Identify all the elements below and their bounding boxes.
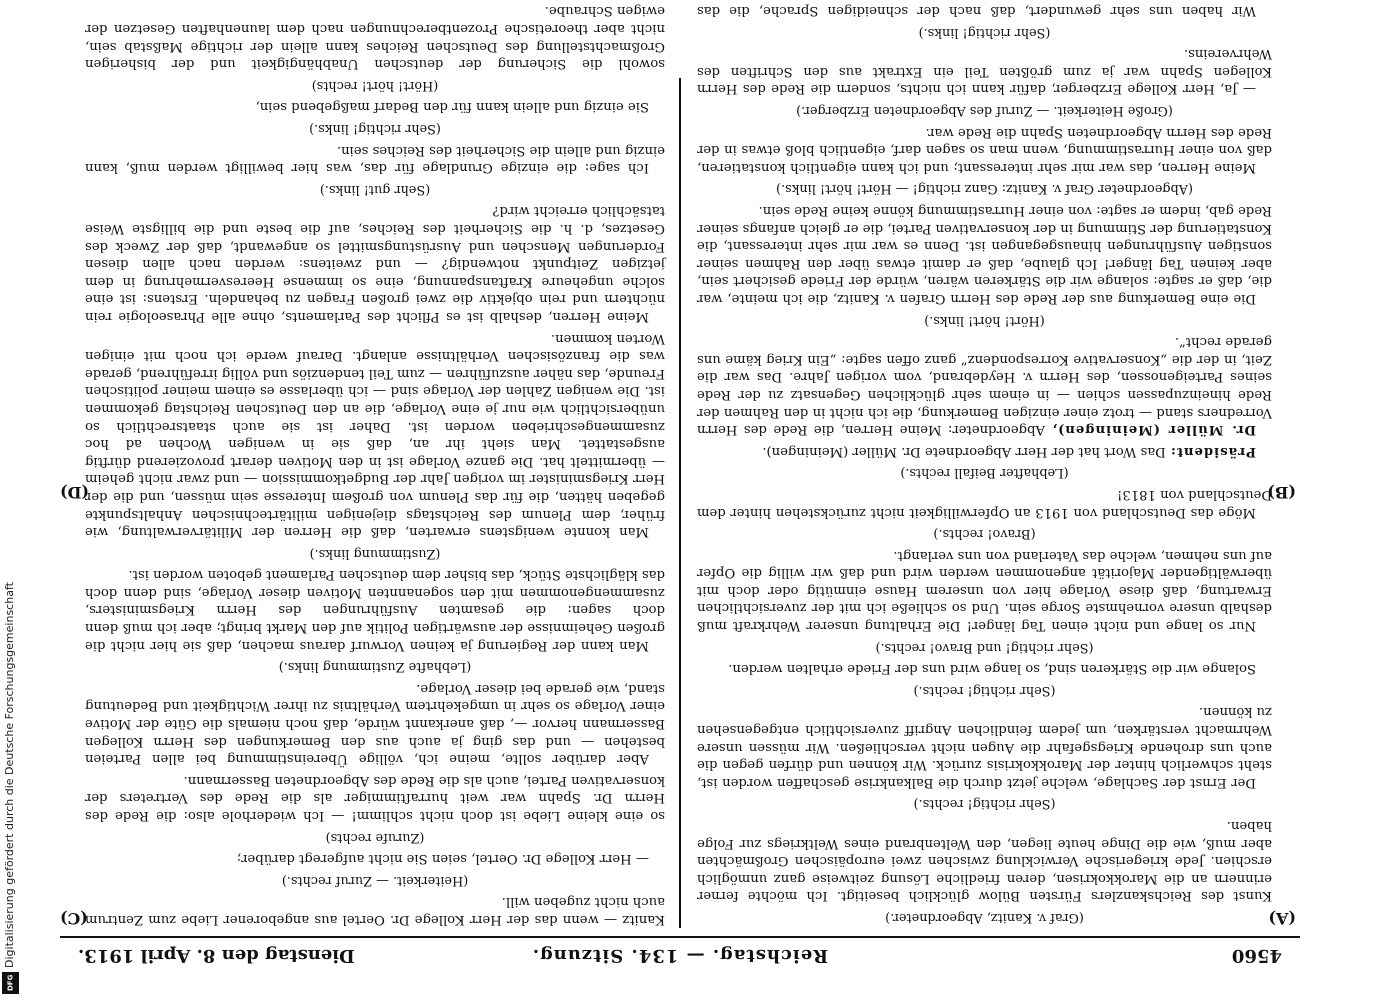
interjection: (Abgeordneter Graf v. Kanitz: Ganz richtig! — Hört! hört! links.) xyxy=(776,181,1193,197)
margin-marker-a: (A) xyxy=(1268,909,1296,928)
interjection: (Zustimmung links.) xyxy=(309,545,441,561)
paragraph xyxy=(697,333,1272,439)
paragraph: Wir haben uns sehr gewundert, daß nach der schneidigen Sprache, die das xyxy=(697,3,1256,19)
paragraph: Nur so lange und nicht einen Tag länger! Die Erhaltung unserer Wehrkraft muß deshalb unsere vornehmste Sorge sein. Und so schließe ich mit der zuversichtlichen Erwartung, daß diese Vorlage hier von unserem Hause einmütig oder doch mit überwältigender Majorität angenommen werden wird und daß wir willig die Opfer auf uns nehmen, welche das Vaterland von uns verlangt. xyxy=(697,547,1272,634)
interjection: (Sehr richtig! links.) xyxy=(309,121,441,137)
speech-text: Abgeordneter: Meine Herren, die Rede des Herrn Vorredners stand — trotz einer einzigen Bemerkung, die ich nicht in den Rahmen der Rede hineinzupassen schien — in einem sehr glücklichen Gegensatz zu der Rede seines Parteigenossen, des Herrn v. Heydebrand, vom vorigen Jahre. Das war die Zeit, in der die „Konservative Korrespondenz“ ganz offen sagte: „Ein Krieg käme uns gerade recht“. xyxy=(697,334,1272,438)
left-column xyxy=(697,3,1292,928)
paragraph: Man konnte wenigstens erwarten, daß die Herren der Militärverwaltung, wie früher, dem Plenum des Reichstags diejenigen militärtechnischen Anhaltspunkte gegeben hätten, die für das Plenum von großem Interesse sein müssen, und die der Herr Kriegsminister im vorigen Jahr der Budgetkommission — und zwar nicht geheim — übermittelt hat. Die ganze Vorlage ist in den Motiven derart provozierend dürftig ausgestattet. Man sieht ihr an, daß sie in wenigen Wochen ad hoc zusammengeschrieben worden ist. Daher ist sie auch staatsrechtlich so unübersichtlich wie nur je eine Vorlage, die an den Deutschen Reichstag gekommen ist. Die wenigen Zahlen der Vorlage sind — ich überlasse es einem meiner politischen Freunde, das näher auszuführen — zum Teil tendenziös und völlig irreführend, gerade was die französischen Verhältnisse anlangt. Darauf werde ich noch mit einigen Worten kommen. xyxy=(85,330,665,540)
page-number: 4560 xyxy=(1231,945,1282,966)
page-title: Reichstag. — 134. Sitzung. xyxy=(531,945,829,966)
paragraph: — Ja, Herr Kollege Erzberger, dafür kann ich nichts, sondern die Rede des Herrn Kollegen Spahn war ja zum größten Teil ein Extrakt aus den Schriften des Wehrvereins. xyxy=(697,46,1272,97)
margin-marker-c: (C) xyxy=(60,909,88,928)
paragraph: sowohl die Sicherung der deutschen Unabhängigkeit und der bisherigen Großmachtstellung des Deutschen Reiches kann allein der richtige Maßstab sein, nicht aber theoretische Prozentberechnungen nach dem launenhaften Gesetzen der ewigen Schraube. xyxy=(85,3,665,72)
page-header xyxy=(60,936,1300,972)
document-page xyxy=(60,3,1300,972)
paragraph: Der Ernst der Sachlage, welche jetzt durch die Balkankrise geschaffen worden ist, steht schwerlich hinter der Marokkokrisis zurück. Wir können und dürfen gegen die auch uns drohende Kriegsgefahr die Augen nicht verschließen. Wir müssen unsere Wehrmacht verstärken, um jedem feindlichen Angriff zuversichtlich entgegensehen zu können. xyxy=(697,704,1272,790)
margin-marker-b: (B) xyxy=(1267,483,1296,502)
interjection: (Zurufe rechts) xyxy=(325,829,425,845)
paragraph: Die eine Bemerkung aus der Rede des Herrn Grafen v. Kanitz, die ich meinte, war die, daß er sagte: solange wir die Stärkeren wären, würde der Friede gesichert sein, aber keinen Tag länger! Ich glaube, daß er damit etwas über den Rahmen seiner sonstigen Ausführungen hinausgegangen ist. Denn es war mir sehr interessant, die Konstatierung der Stimmung in der konservativen Partei, die er gleich anfangs seiner Rede gab, indem er sagte: von einer Hurrastimmung könne keine Rede sein. xyxy=(697,203,1272,306)
paragraph: Aber darüber sollte, meine ich, völlige Übereinstimmung bei allen Parteien bestehen — und das ging ja auch aus den Bemerkungen des Herrn Kollegen Bassermann hervor —, daß anerkannt würde, daß noch niemals die Güte der Motive einer Vorlage so sehr in umgekehrtem Verhältnis zu ihrer Wichtigkeit und Bedeutung stand, wie gerade bei dieser Vorlage. xyxy=(85,680,665,767)
interjection: (Sehr richtig! rechts.) xyxy=(913,682,1056,698)
paragraph: Möge das Deutschland von 1913 an Opferwilligkeit nicht zurückstehen hinter dem Deutschland von 1813! xyxy=(697,486,1272,520)
paragraph: Ich sage: die einzige Grundlage für das, was hier bewilligt werden muß, kann einzig und allein die Sicherheit des Reiches sein. xyxy=(85,142,665,176)
paragraph: Sie einzig und allein kann für den Bedarf maßgebend sein, xyxy=(255,99,649,115)
margin-marker-d: (D) xyxy=(60,483,90,502)
interjection: (Lebhafter Beifall rechts.) xyxy=(900,465,1069,481)
paragraph: Kunst des Reichskanzlers Fürsten Bülow glücklich beseitigt. Ich möchte ferner erinnern an die Marokkokrisen, deren friedliche Lösung zeitweise ganz unmöglich erschien. Jede kriegerische Verwicklung zwischen zwei europäischen Großmächten aber muß, wie die Dinge heute liegen, den Weltenbrand eines Weltkriegs zur Folge haben. xyxy=(697,818,1272,904)
speech-text: Das Wort hat der Herr Abgeordnete Dr. Müller (Meiningen). xyxy=(762,443,1166,459)
scanned-page xyxy=(60,3,1300,972)
interjection: (Bravo! rechts.) xyxy=(933,526,1036,542)
interjection: (Sehr richtig! links.) xyxy=(918,24,1051,40)
speaker-label: Präsident: xyxy=(1169,443,1256,459)
speaker-label: Dr. Müller (Meiningen), xyxy=(1051,422,1256,438)
paragraph: so eine kleine Liebe ist doch nicht schlimm! — Ich wiederhole also: die Rede des Herrn Dr. Spahn war weit hurraſtimmiger als die Rede des Vertreters der konservativen Partei, auch als die Rede des Abgeordneten Bassermann. xyxy=(85,772,665,824)
column-divider xyxy=(679,78,681,928)
paragraph: Meine Herren, das war mir sehr interessant; und ich kann eigentlich konstatieren, daß von einer Hurrastimmung, wenn man so sagen darf, eigentlich bloß etwas in der Rede des Herrn Abgeordneten Spahn die Rede war. xyxy=(697,124,1272,175)
dfg-logo: DFG xyxy=(2,972,19,994)
interjection: (Sehr richtig! und Bravo! rechts.) xyxy=(875,639,1094,655)
paragraph: Meine Herren, deshalb ist es Pflicht des Parlaments, ohne alle Phraseologie rein nüchtern und rein objektiv die zwei großen Fragen zu behandeln. Erstens: ist eine solche ungeheure Kraftanspannung, eine so immense Heeresvermehrung in dem jetzigen Zeitpunkt notwendig? — und zweitens: werden nach allen diesen Forderungen Menschen und Ausrüstungsmittel so angewandt, daß der Zweck des Gesetzes, d. h. die Sicherheit des Reiches, auf die beste und die billigste Weise tatsächlich erreicht wird? xyxy=(85,203,665,324)
interjection: (Hört! hört! rechts) xyxy=(311,77,439,93)
speaker-continuation: (Graf v. Kanitz, Abgeordneter.) xyxy=(885,910,1084,925)
side-credit-strip xyxy=(0,0,22,1000)
digitization-credit: Digitalisierung gefördert durch die Deutsche Forschungsgemeinschaft xyxy=(3,582,16,968)
right-column xyxy=(85,3,665,928)
interjection: (Große Heiterkeit. — Zuruf des Abgeordneten Erzberger.) xyxy=(796,103,1173,119)
interjection: (Sehr gut! links.) xyxy=(319,181,431,197)
paragraph: — Herr Kollege Dr. Oertel, seien Sie nicht aufgeregt darüber; xyxy=(236,851,649,867)
paragraph xyxy=(697,442,1272,460)
interjection: (Sehr richtig! rechts.) xyxy=(913,796,1056,812)
interjection: (Heiterkeit. — Zuruf rechts.) xyxy=(281,872,469,888)
paragraph: Kanitz — wenn das der Herr Kollege Dr. Oertel aus angeborener Liebe zum Zentrum auch nicht zugeben will. xyxy=(85,894,665,927)
paragraph: Solange wir die Stärkeren sind, so lange wird uns der Friede erhalten werden. xyxy=(728,661,1256,677)
interjection: (Hört! hört! links.) xyxy=(924,312,1045,328)
paragraph: Man kann der Regierung ja keinen Vorwurf daraus machen, daß sie hier nicht die großen Geheimnisse der auswärtigen Politik auf den Markt bringt; aber ich muß denn doch sagen: die gesamten Ausführungen des Herrn Kriegsministers, zusammengenommen mit den sogenannten Motiven dieser Vorlage, sind denn doch das kläglichste Stück, das bisher dem deutschen Parlament geboten worden ist. xyxy=(85,567,665,653)
interjection: (Lebhafte Zustimmung links.) xyxy=(278,659,472,675)
page-date: Dienstag den 8. April 1913. xyxy=(78,945,355,966)
